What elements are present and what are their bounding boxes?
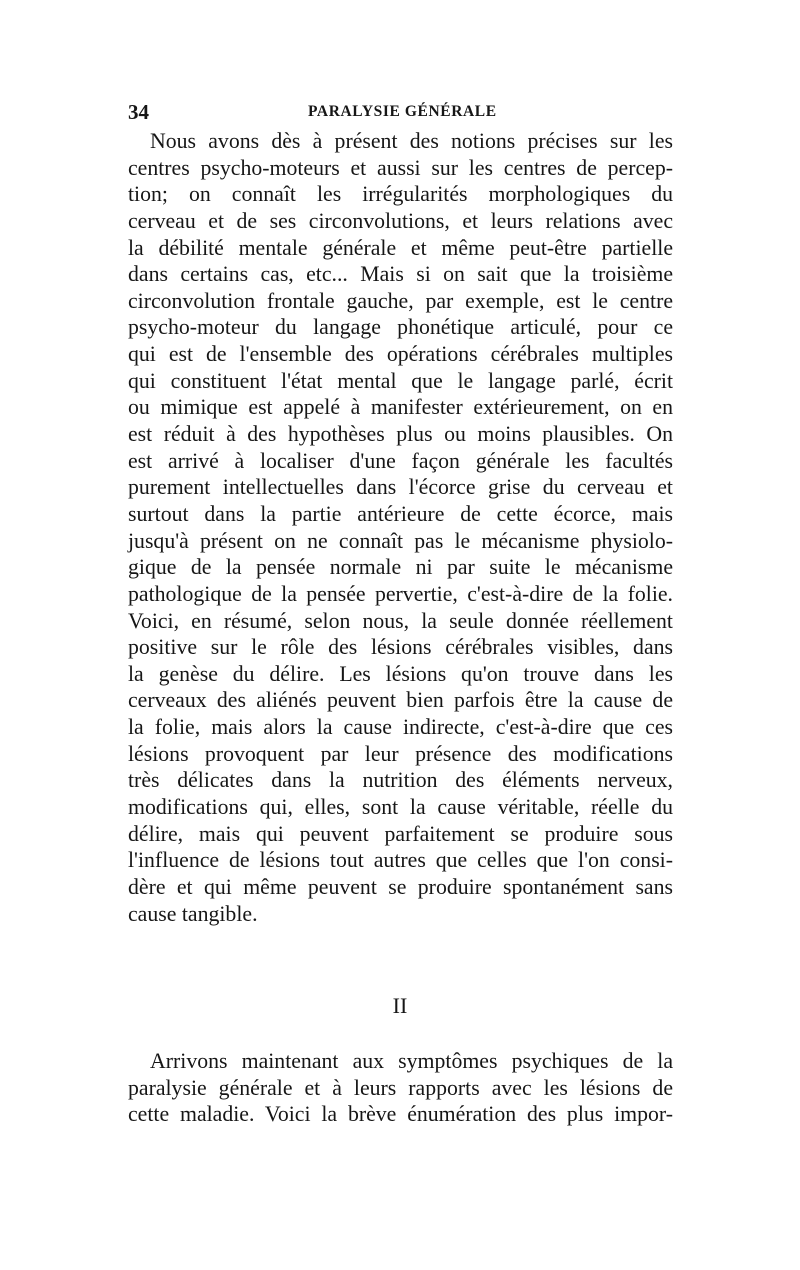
text-line: tion; on connaît les irrégularités morphologiques du xyxy=(128,182,673,207)
text-line: psycho-moteur du langage phonétique articulé, pour ce xyxy=(128,315,673,340)
text-line: qui constituent l'état mental que le langage parlé, écrit xyxy=(128,368,673,393)
text-line: cerveau et de ses circonvolutions, et leurs relations avec xyxy=(128,208,673,233)
text-line: cette maladie. Voici la brève énumération des plus impor- xyxy=(128,1102,673,1127)
text-line: qui est de l'ensemble des opérations cérébrales multiples xyxy=(128,342,673,367)
page-number: 34 xyxy=(128,100,149,124)
text-line: la genèse du délire. Les lésions qu'on trouve dans les xyxy=(128,661,673,686)
text-line: la débilité mentale générale et même peut-être partielle xyxy=(128,235,673,260)
text-line: Voici, en résumé, selon nous, la seule donnée réellement xyxy=(128,608,673,633)
text-line: gique de la pensée normale ni par suite le mécanisme xyxy=(128,555,673,580)
text-line: circonvolution frontale gauche, par exemple, est le centre xyxy=(128,288,673,313)
text-line: centres psycho-moteurs et aussi sur les centres de percep- xyxy=(128,155,673,180)
text-line: la folie, mais alors la cause indirecte, c'est-à-dire que ces xyxy=(128,715,673,740)
text-line: est réduit à des hypothèses plus ou moins plausibles. On xyxy=(128,422,673,447)
text-line: surtout dans la partie antérieure de cette écorce, mais xyxy=(128,501,673,526)
text-line: Arrivons maintenant aux symptômes psychiques de la xyxy=(150,1049,673,1073)
text-line: pathologique de la pensée pervertie, c'est-à-dire de la folie. xyxy=(128,581,673,606)
text-line: lésions provoquent par leur présence des modifications xyxy=(128,741,673,766)
section-heading: II xyxy=(392,993,408,1018)
text-line: purement intellectuelles dans l'écorce grise du cerveau et xyxy=(128,475,673,500)
text-line: positive sur le rôle des lésions cérébrales visibles, dans xyxy=(128,635,673,660)
running-head xyxy=(128,100,673,124)
text-line: dère et qui même peuvent se produire spontanément sans xyxy=(128,874,673,899)
text-line: très délicates dans la nutrition des éléments nerveux, xyxy=(128,768,673,793)
text-line: ou mimique est appelé à manifester extérieurement, on en xyxy=(128,395,673,420)
paragraph-1 xyxy=(128,128,673,927)
text-line: modifications qui, elles, sont la cause véritable, réelle du xyxy=(128,795,673,820)
text-line: paralysie générale et à leurs rapports avec les lésions de xyxy=(128,1075,673,1100)
paragraph-2 xyxy=(128,1048,673,1128)
text-line: Nous avons dès à présent des notions précises sur les xyxy=(150,129,673,153)
text-line: cerveaux des aliénés peuvent bien parfois être la cause de xyxy=(128,688,673,713)
text-line: l'influence de lésions tout autres que celles que l'on consi- xyxy=(128,848,673,873)
running-title: PARALYSIE GÉNÉRALE xyxy=(308,103,497,120)
text-line: jusqu'à présent on ne connaît pas le mécanisme physiolo- xyxy=(128,528,673,553)
text-line: cause tangible. xyxy=(128,901,258,926)
text-line: dans certains cas, etc... Mais si on sait que la troisième xyxy=(128,262,673,287)
text-line: délire, mais qui peuvent parfaitement se produire sous xyxy=(128,821,673,846)
text-line: est arrivé à localiser d'une façon générale les facultés xyxy=(128,448,673,473)
